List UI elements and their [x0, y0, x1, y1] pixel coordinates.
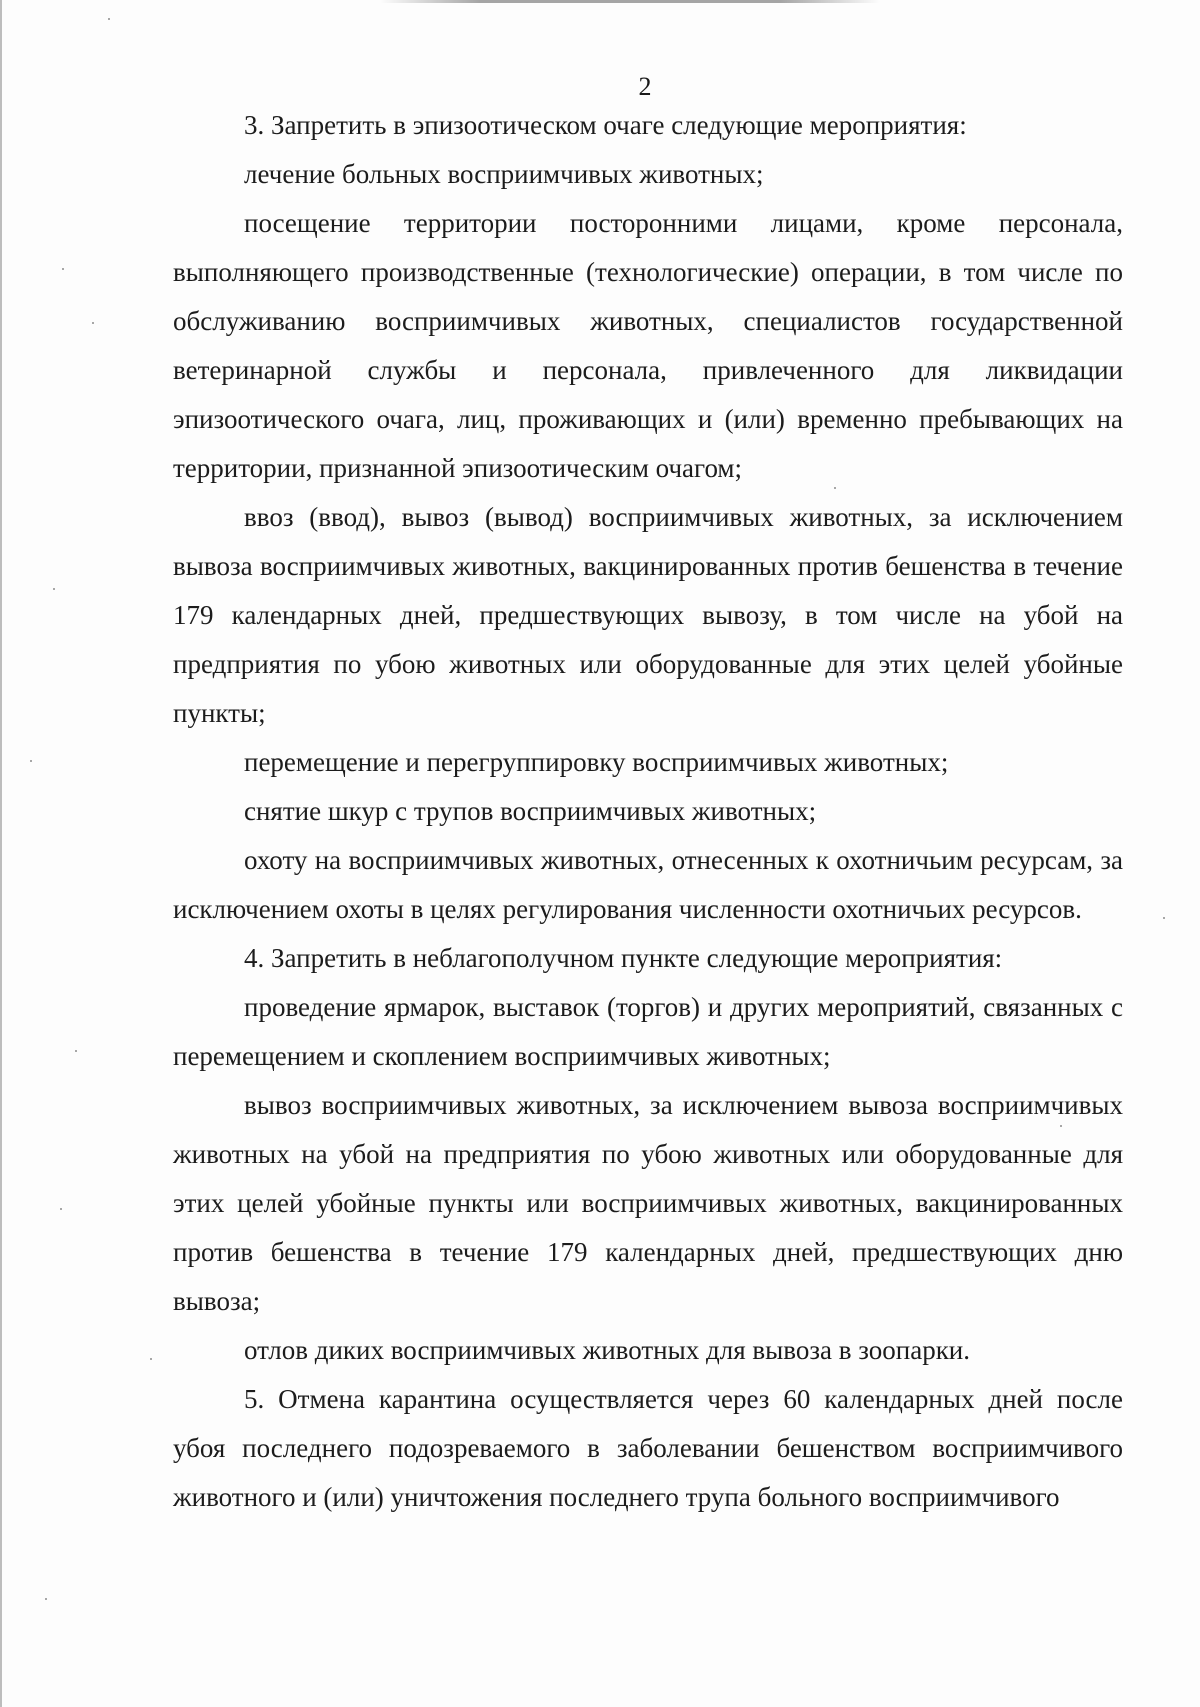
paragraph-regrouping: перемещение и перегруппировку восприимчивых животных; — [244, 747, 949, 777]
paragraph-capture: отлов диких восприимчивых животных для вывоза в зоопарки. — [244, 1335, 971, 1365]
scan-edge-top — [380, 0, 880, 3]
paragraph-hunting: охоту на восприимчивых животных, отнесенных к охотничьим ресурсам, за исключением охоты в целях регулирования численности охотничьих ресурсов. — [173, 845, 1123, 924]
scan-speck — [92, 322, 94, 324]
paragraph-fairs: проведение ярмарок, выставок (торгов) и других мероприятий, связанных с перемещением и скоплением восприимчивых животных; — [173, 992, 1123, 1071]
paragraph-item-4-heading: 4. Запретить в неблагополучном пункте следующие мероприятия: — [244, 943, 1003, 973]
scan-speck — [45, 1598, 47, 1600]
paragraph-visiting: посещение территории посторонними лицами, кроме персонала, выполняющего производственные (технологические) операции, в том числе по обслуживанию восприимчивых животных, специалистов государственной ветеринарной службы и персонала, привлеченного для ликвидации эпизоотического очага, лиц, проживающих и (или) временно пребывающих на территории, признанной эпизоотическим очагом; — [173, 208, 1123, 483]
paragraph-import-export: ввоз (ввод), вывоз (вывод) восприимчивых животных, за исключением вывоза восприимчивых животных, вакцинированных против бешенства в течение 179 календарных дней, предшествующих вывозу, в том числе на убой на предприятия по убою животных или оборудованные для этих целей убойные пункты; — [173, 502, 1123, 728]
page-number: 2 — [638, 72, 652, 101]
scan-speck — [30, 760, 32, 762]
paragraph-skinning: снятие шкур с трупов восприимчивых животных; — [244, 796, 817, 826]
paragraph-treatment: лечение больных восприимчивых животных; — [244, 159, 764, 189]
scan-speck — [60, 1208, 62, 1210]
paragraph-item-5-quarantine: 5. Отмена карантина осуществляется через 60 календарных дней после убоя последнего подозреваемого в заболевании бешенством восприимчивого животного и (или) уничтожения последнего трупа больного восприимчивого — [173, 1384, 1123, 1512]
scan-speck — [53, 588, 55, 590]
scan-speck — [108, 18, 110, 20]
paragraph-item-3-heading: 3. Запретить в эпизоотическом очаге следующие мероприятия: — [244, 110, 967, 140]
document-body — [173, 101, 1123, 1522]
scan-speck — [1163, 917, 1165, 919]
scan-speck — [62, 268, 64, 270]
scan-edge-left — [0, 0, 2, 1707]
scan-speck — [75, 1050, 77, 1052]
paragraph-export: вывоз восприимчивых животных, за исключением вывоза восприимчивых животных на убой на предприятия по убою животных или оборудованные для этих целей убойные пункты или восприимчивых животных, вакцинированных против бешенства в течение 179 календарных дней, предшествующих дню вывоза; — [173, 1090, 1123, 1316]
scan-speck — [150, 1358, 152, 1360]
